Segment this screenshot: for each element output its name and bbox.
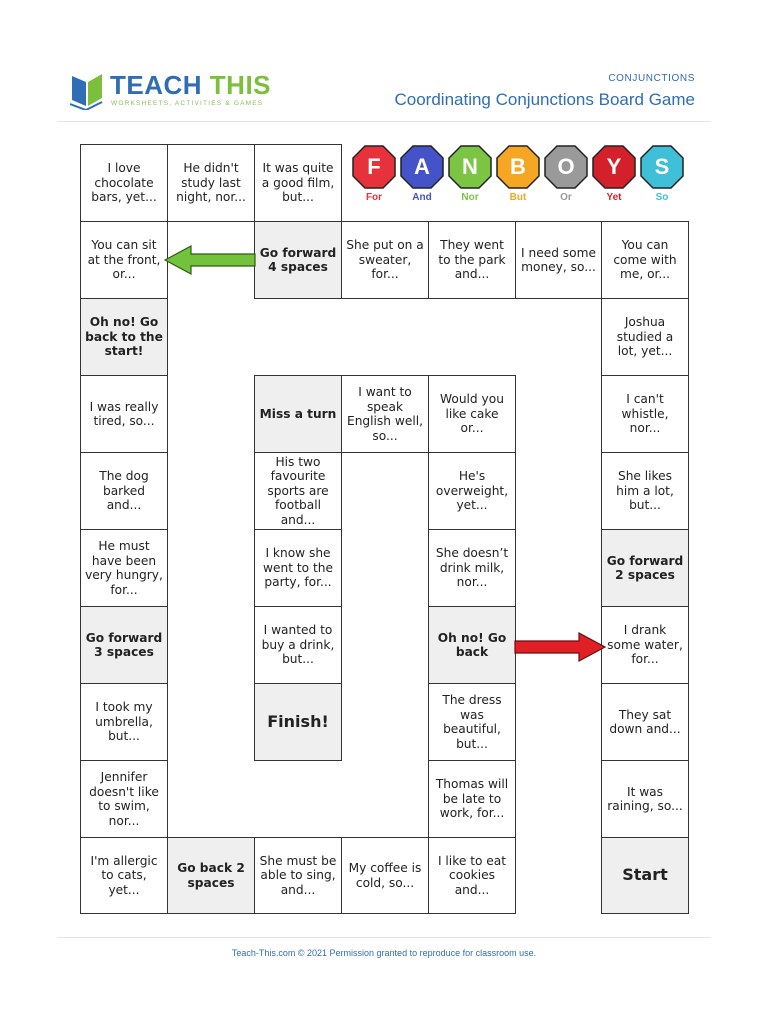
- board-square-28: I drank some water, for...: [601, 606, 689, 684]
- topic-label: CONJUNCTIONS: [608, 73, 695, 84]
- board-square-go-forward-4: Go forward 4 spaces: [254, 221, 342, 299]
- board-square-32: They sat down and...: [601, 683, 689, 761]
- board-square-7: They went to the park and...: [428, 221, 516, 299]
- board-square-21: He must have been very hungry, for...: [80, 529, 168, 607]
- fanboys-octagon-s: S: [640, 145, 684, 189]
- board-square-go-back-2: Go back 2 spaces: [167, 837, 255, 914]
- board-square-19: He's overweight, yet...: [428, 452, 516, 530]
- red-right-arrow-icon: [513, 631, 607, 663]
- fanboys-word-so: So: [655, 192, 669, 203]
- board-square-16: I can't whistle, nor...: [601, 375, 689, 453]
- board-square-40: I like to eat cookies and...: [428, 837, 516, 914]
- header-divider: [57, 121, 711, 122]
- board-square-17: The dog barked and...: [80, 452, 168, 530]
- board-square-39: My coffee is cold, so...: [341, 837, 429, 914]
- fanboys-word-nor: Nor: [461, 192, 479, 203]
- board-square-22: I know she went to the party, for...: [254, 529, 342, 607]
- board-square-9: You can come with me, or...: [601, 221, 689, 299]
- board-square-1: I love chocolate bars, yet...: [80, 144, 168, 222]
- fanboys-octagon-a: A: [400, 145, 444, 189]
- brand-tagline: WORKSHEETS, ACTIVITIES & GAMES: [111, 100, 264, 107]
- board-square-35: It was raining, so...: [601, 760, 689, 838]
- board-square-8: I need some money, so...: [515, 221, 602, 299]
- board-square-29: I took my umbrella, but...: [80, 683, 168, 761]
- board-square-31: The dress was beautiful, but...: [428, 683, 516, 761]
- fanboys-banner: [352, 145, 692, 209]
- board-square-14: I want to speak English well, so...: [341, 375, 429, 453]
- footer-copyright: Teach-This.com © 2021 Permission granted to reproduce for classroom use.: [231, 948, 537, 958]
- fanboys-octagon-n: N: [448, 145, 492, 189]
- board-square-4: You can sit at the front, or...: [80, 221, 168, 299]
- fanboys-word-but: But: [509, 192, 527, 203]
- board-square-23: She doesn’t drink milk, nor...: [428, 529, 516, 607]
- board-square-2: He didn't study last night, nor...: [167, 144, 255, 222]
- board-square-go-back: Oh no! Go back: [428, 606, 516, 684]
- fanboys-octagon-y: Y: [592, 145, 636, 189]
- fanboys-octagon-b: B: [496, 145, 540, 189]
- page-title: Coordinating Conjunctions Board Game: [394, 90, 695, 109]
- board-square-3: It was quite a good film, but...: [254, 144, 342, 222]
- fanboys-octagon-f: F: [352, 145, 396, 189]
- board-square-15: Would you like cake or...: [428, 375, 516, 453]
- board-square-20: She likes him a lot, but...: [601, 452, 689, 530]
- board-square-back-to-start: Oh no! Go back to the start!: [80, 298, 168, 376]
- teach-this-logo: [70, 70, 272, 114]
- footer-divider: [57, 937, 711, 938]
- board-square-go-forward-3: Go forward 3 spaces: [80, 606, 168, 684]
- board-square-start: Start: [601, 837, 689, 914]
- brand-name: TEACH THIS: [110, 70, 272, 100]
- fanboys-word-yet: Yet: [606, 192, 622, 203]
- board-square-36: I'm allergic to cats, yet...: [80, 837, 168, 914]
- green-left-arrow-icon: [163, 244, 257, 276]
- book-icon: [70, 70, 106, 110]
- board-square-11: Joshua studied a lot, yet...: [601, 298, 689, 376]
- fanboys-word-for: For: [365, 192, 383, 203]
- fanboys-word-and: And: [412, 192, 432, 203]
- board-square-33: Jennifer doesn't like to swim, nor...: [80, 760, 168, 838]
- board-square-38: She must be able to sing, and...: [254, 837, 342, 914]
- board-square-18: His two favourite sports are football and...: [254, 452, 342, 530]
- board-square-go-forward-2: Go forward 2 spaces: [601, 529, 689, 607]
- board-square-6: She put on a sweater, for...: [341, 221, 429, 299]
- board-square-miss-a-turn: Miss a turn: [254, 375, 342, 453]
- fanboys-octagon-o: O: [544, 145, 588, 189]
- board-square-26: I wanted to buy a drink, but...: [254, 606, 342, 684]
- fanboys-word-or: Or: [560, 192, 572, 203]
- board-square-12: I was really tired, so...: [80, 375, 168, 453]
- board-square-34: Thomas will be late to work, for...: [428, 760, 516, 838]
- board-square-finish: Finish!: [254, 683, 342, 761]
